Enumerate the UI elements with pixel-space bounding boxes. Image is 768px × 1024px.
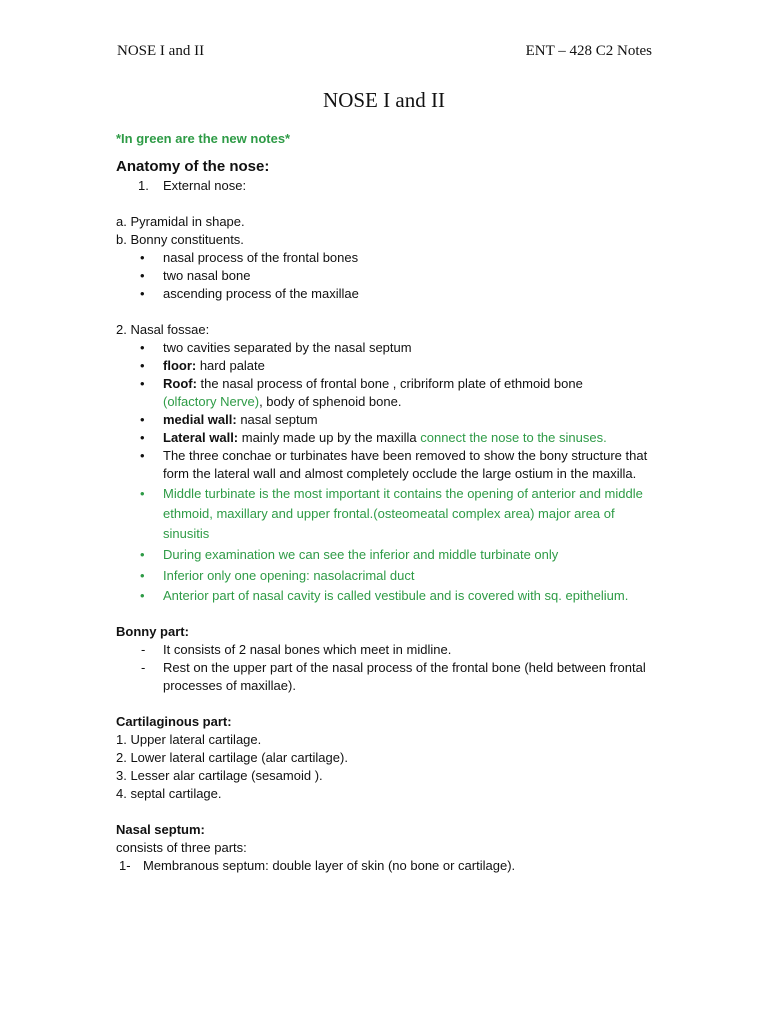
list-item: • Middle turbinate is the most important it contains the opening of anterior and middle ethmoid, maxillary and upper frontal.(osteomeatal complex area) major area of sinusitis	[116, 484, 656, 544]
spacer	[116, 303, 656, 321]
membranous-septum-item	[116, 857, 656, 875]
roof-label: Roof:	[163, 376, 197, 391]
roof-tail: , body of sphenoid bone.	[259, 394, 402, 409]
list-item: • The three conchae or turbinates have been removed to show the bony structure that form the lateral wall and almost completely occlude the large ostium in the maxilla.	[116, 447, 656, 483]
list-item: 2. Lower lateral cartilage (alar cartilage).	[116, 750, 348, 765]
list-item	[116, 411, 656, 429]
membranous-septum-number: 1-	[119, 858, 131, 873]
external-nose-number: 1.	[138, 178, 149, 193]
medial-wall-text: nasal septum	[236, 412, 318, 427]
bonny-part-heading: Bonny part:	[116, 624, 189, 639]
membranous-septum-text: Membranous septum: double layer of skin (no bone or cartilage).	[143, 858, 516, 873]
bony-constituents-line: b. Bonny constituents.	[116, 232, 244, 247]
list-item: 4. septal cartilage.	[116, 786, 222, 801]
spacer	[116, 195, 656, 213]
floor-label: floor:	[163, 358, 197, 373]
spacer	[116, 695, 656, 713]
bony-constituents-list	[116, 249, 656, 303]
external-nose-item	[116, 177, 656, 195]
pyramidal-line: a. Pyramidal in shape.	[116, 214, 245, 229]
list-item: 3. Lesser alar cartilage (sesamoid ).	[116, 768, 323, 783]
list-item	[116, 357, 656, 375]
list-item: - Rest on the upper part of the nasal process of the frontal bone (held between frontal processes of maxillae).	[116, 659, 656, 695]
lateral-wall-text: mainly made up by the maxilla	[238, 430, 421, 445]
floor-text: hard palate	[196, 358, 265, 373]
list-item: • nasal process of the frontal bones	[116, 249, 656, 267]
list-item: • During examination we can see the inferior and middle turbinate only	[116, 545, 656, 565]
nasal-septum-heading: Nasal septum:	[116, 822, 205, 837]
cartilaginous-part-heading: Cartilaginous part:	[116, 714, 232, 729]
header-left-text: NOSE I and II	[117, 43, 205, 59]
nasal-fossae-heading: 2. Nasal fossae:	[116, 322, 210, 337]
list-item	[116, 375, 656, 411]
list-item	[116, 429, 656, 447]
anatomy-heading: Anatomy of the nose:	[116, 158, 270, 175]
list-item: • Inferior only one opening: nasolacrimal duct	[116, 566, 656, 586]
green-note: *In green are the new notes*	[116, 131, 291, 146]
roof-green-note: (olfactory Nerve)	[163, 394, 260, 409]
medial-wall-label: medial wall:	[163, 412, 237, 427]
spacer	[116, 605, 656, 623]
header-left	[117, 43, 204, 60]
roof-text: the nasal process of frontal bone , cribriform plate of ethmoid bone	[196, 376, 583, 391]
nasal-septum-subheading: consists of three parts:	[116, 840, 247, 855]
list-item: - It consists of 2 nasal bones which meet in midline.	[116, 641, 656, 659]
bonny-part-list	[116, 641, 656, 695]
list-item: • two nasal bone	[116, 267, 656, 285]
list-item: • Anterior part of nasal cavity is called vestibule and is covered with sq. epithelium.	[116, 587, 656, 605]
lateral-wall-green-note: connect the nose to the sinuses.	[420, 430, 607, 445]
header-right	[526, 43, 652, 60]
spacer	[116, 803, 656, 821]
list-item: • two cavities separated by the nasal septum	[116, 339, 656, 357]
list-item: 1. Upper lateral cartilage.	[116, 732, 262, 747]
nasal-fossae-list	[116, 339, 656, 605]
external-nose-label: External nose:	[163, 178, 247, 193]
header-right-text: ENT – 428 C2 Notes	[525, 43, 652, 59]
lateral-wall-label: Lateral wall:	[163, 430, 239, 445]
page-title: NOSE I and II	[323, 88, 445, 112]
list-item: • ascending process of the maxillae	[116, 285, 656, 303]
document-body	[116, 130, 656, 875]
